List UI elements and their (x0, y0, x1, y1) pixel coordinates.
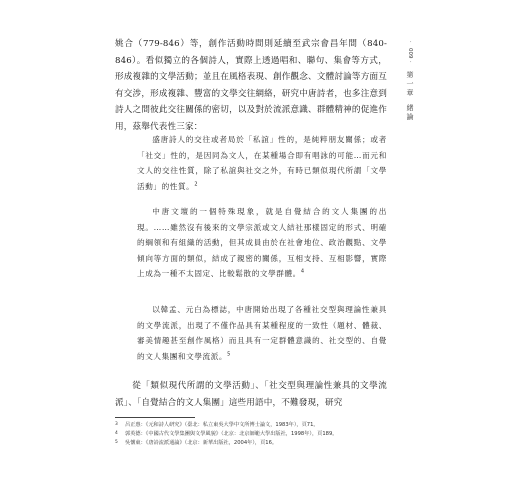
footnote-3 (115, 421, 387, 430)
footnote-ref-2: 2 (194, 180, 199, 187)
footnote-ref-5: 5 (227, 350, 231, 357)
block-quote-3-text: 以韓孟、元白為標誌，中唐開始出現了各種社交型與理論性兼具的文學流派，出現了不僅作品具有某種程度的一致性（題材、體裁、審美情趣甚至創作風格）而且具有一定群體意識的、社交型的、自覺的文人集團和文學流派。 (137, 305, 387, 361)
footnote-text: 吳懷東：《唐詩流派通論》（北京：新華出版社，2004年），頁16。 (125, 440, 278, 447)
body-paragraph-conclusion: 從「類似現代所謂的文學活動」、「社交型與理論性兼具的文學流派」、「自覺結合的文人集團」這些用語中，不難發現，研究 (115, 381, 387, 408)
footnote-number: 4 (115, 431, 118, 437)
block-quote-2-text: 中唐文壇的一個特殊現象，就是自覺結合的文人集團的出現。……雖然沒有後來的文學宗派或文人結社那樣固定的形式、明確的綱領和有組織的活動，但其成員由於在社會地位、政治觀點、文學傾向等方面的類似，結成了親密的關係，互相支持、互相影響，實際上成為一種不太固定、比較鬆散的文學群體。 (137, 207, 387, 278)
footnotes (115, 421, 387, 449)
block-quote-1-text: 盛唐詩人的交往或者局於「私誼」性的，是純粹朋友關係；或者「社交」性的，是因同為文人，在某種場合即有唱詠的可能…而元和文人的交往性質，除了私誼與社交之外，有時已類似現代所謂「文學活動」的性質。 (137, 135, 387, 191)
block-quote-1 (137, 132, 387, 194)
running-head (405, 38, 415, 125)
footnote-4 (115, 430, 387, 439)
page-number: 009 (407, 47, 413, 59)
footnote-text: 呂正惠：《元和詩人研究》（臺北：私立東吳大學中文所博士論文，1983年），頁71。 (125, 422, 319, 428)
dot-ornament: · (407, 41, 413, 45)
footnote-ref-4: 4 (300, 268, 305, 275)
footnote-number: 3 (115, 422, 118, 427)
footnote-divider (115, 417, 195, 418)
block-quote-2 (137, 204, 387, 282)
body-paragraph-intro: 姚合（779-846）等，創作活動時間則延續至武宗會昌年間（840-846）。看似獨立的各個詩人，實際上透過唱和、聯句、集會等方式，形成複雜的文學活動；並且在風格表現、創作觀念、文體討論等方面互有交涉，形成複雜、豐富的文學交往網絡，研究中唐詩者，也多注意到詩人之間彼此交往關係的密切，以及對於流派意識、群體精神的促進作用，茲舉代表性三家： (115, 39, 387, 132)
footnote-text: 郭英德：《中國古代文學集團與文學風貌》（北京：北京師範大學出版社，1998年），頁189。 (125, 431, 338, 438)
chapter-title: 緒論 (406, 103, 414, 122)
dot-ornament: · (407, 61, 413, 65)
footnote-5 (115, 439, 387, 448)
block-quote-3 (137, 302, 387, 364)
footnote-number: 5 (115, 440, 118, 446)
chapter-label: 第一章 (406, 70, 414, 98)
